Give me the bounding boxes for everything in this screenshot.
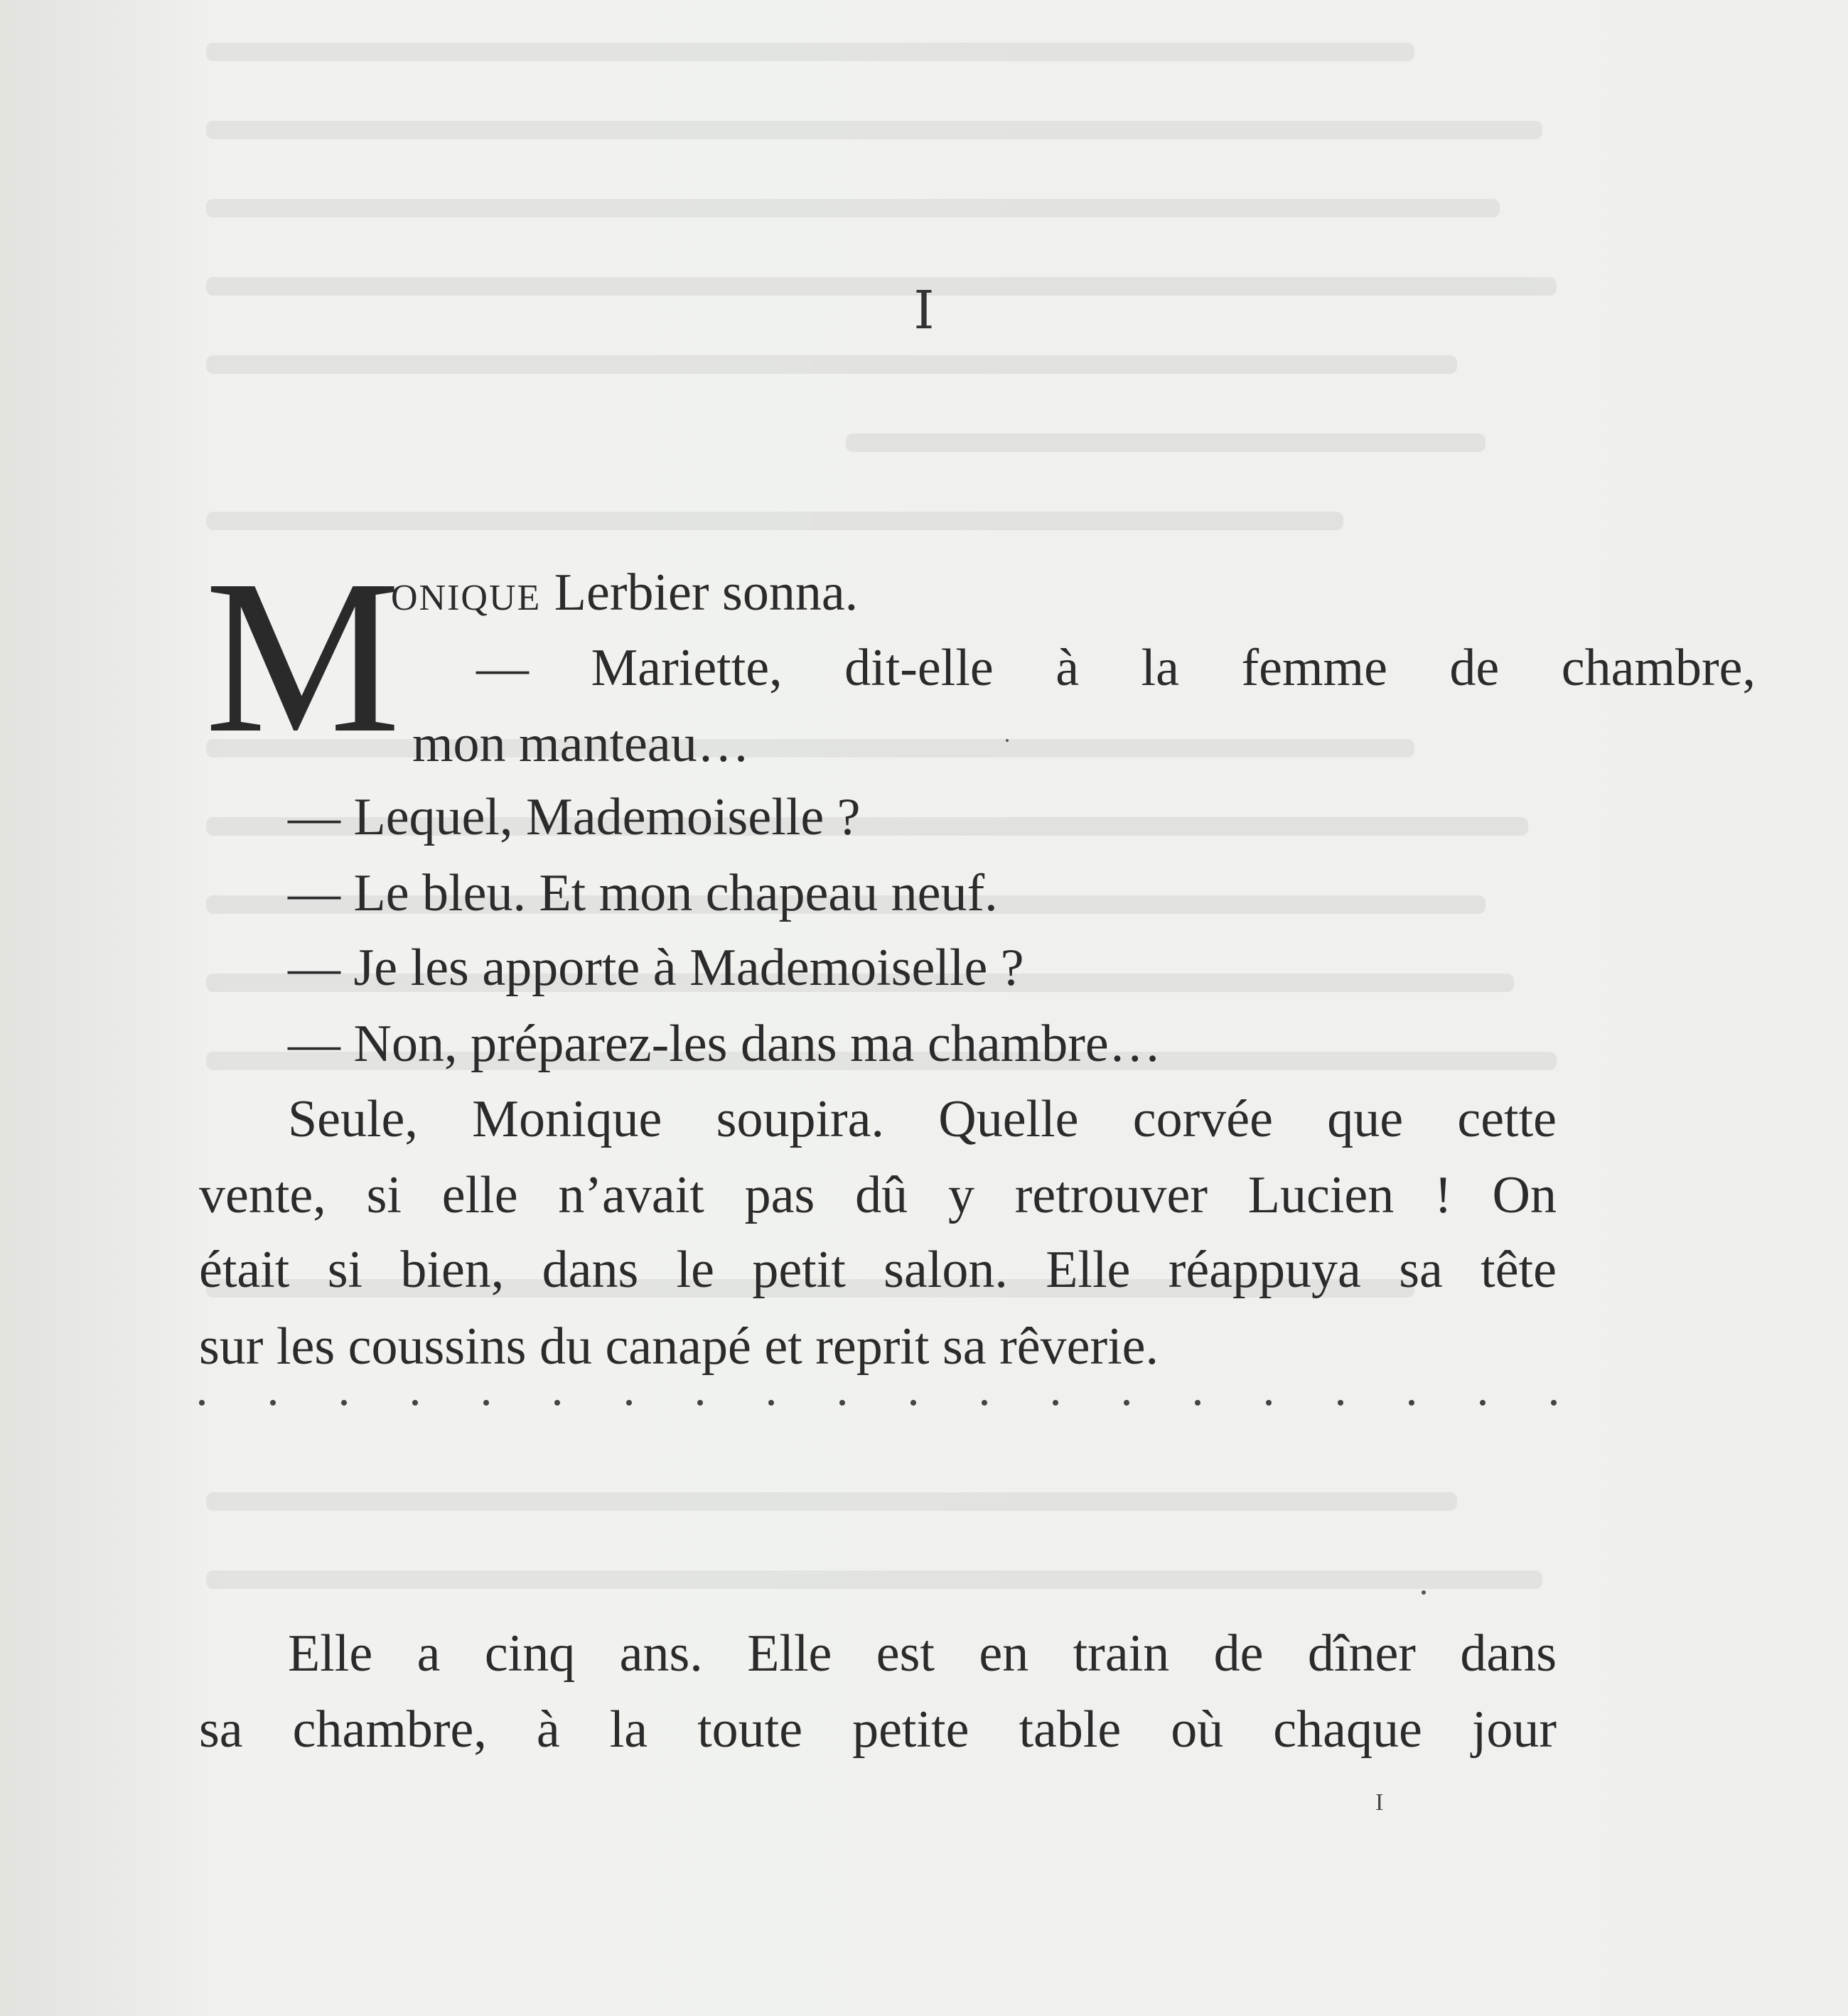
paragraph-line: Seule, Monique soupira. Quelle corvée que cette — [288, 1090, 1557, 1148]
chapter-number: I — [913, 280, 935, 341]
paper-speck — [1422, 1590, 1426, 1595]
section-break-dots — [199, 1400, 1557, 1406]
dialogue-line: — Le bleu. Et mon chapeau neuf. — [288, 864, 998, 922]
paragraph-line: sur les coussins du canapé et reprit sa rêverie. — [199, 1317, 1159, 1376]
dialogue-line: — Lequel, Mademoiselle ? — [288, 788, 861, 846]
dialogue-line: — Je les apporte à Mademoiselle ? — [288, 939, 1024, 997]
dialogue-line: — Non, préparez-les dans ma chambre… — [288, 1015, 1161, 1073]
opening-line — [391, 564, 859, 622]
paragraph-line: — Mariette, dit-elle à la femme de chambre, — [476, 639, 1756, 697]
opening-rest: Lerbier sonna. — [541, 564, 859, 622]
paragraph-line: mon manteau… — [412, 715, 750, 773]
paper-speck — [1006, 739, 1009, 742]
paragraph-line: sa chambre, à la toute petite table où chaque jour — [199, 1700, 1557, 1759]
book-page — [199, 0, 1756, 2016]
opening-smallcaps: onique — [391, 564, 542, 622]
drop-cap-initial: M — [205, 535, 401, 779]
paragraph-line: vente, si elle n’avait pas dû y retrouver Lucien ! On — [199, 1166, 1557, 1224]
page-number: I — [1375, 1789, 1384, 1816]
paragraph-line: Elle a cinq ans. Elle est en train de dîner dans — [288, 1624, 1557, 1683]
paragraph-line: était si bien, dans le petit salon. Elle réappuya sa tête — [199, 1241, 1557, 1299]
